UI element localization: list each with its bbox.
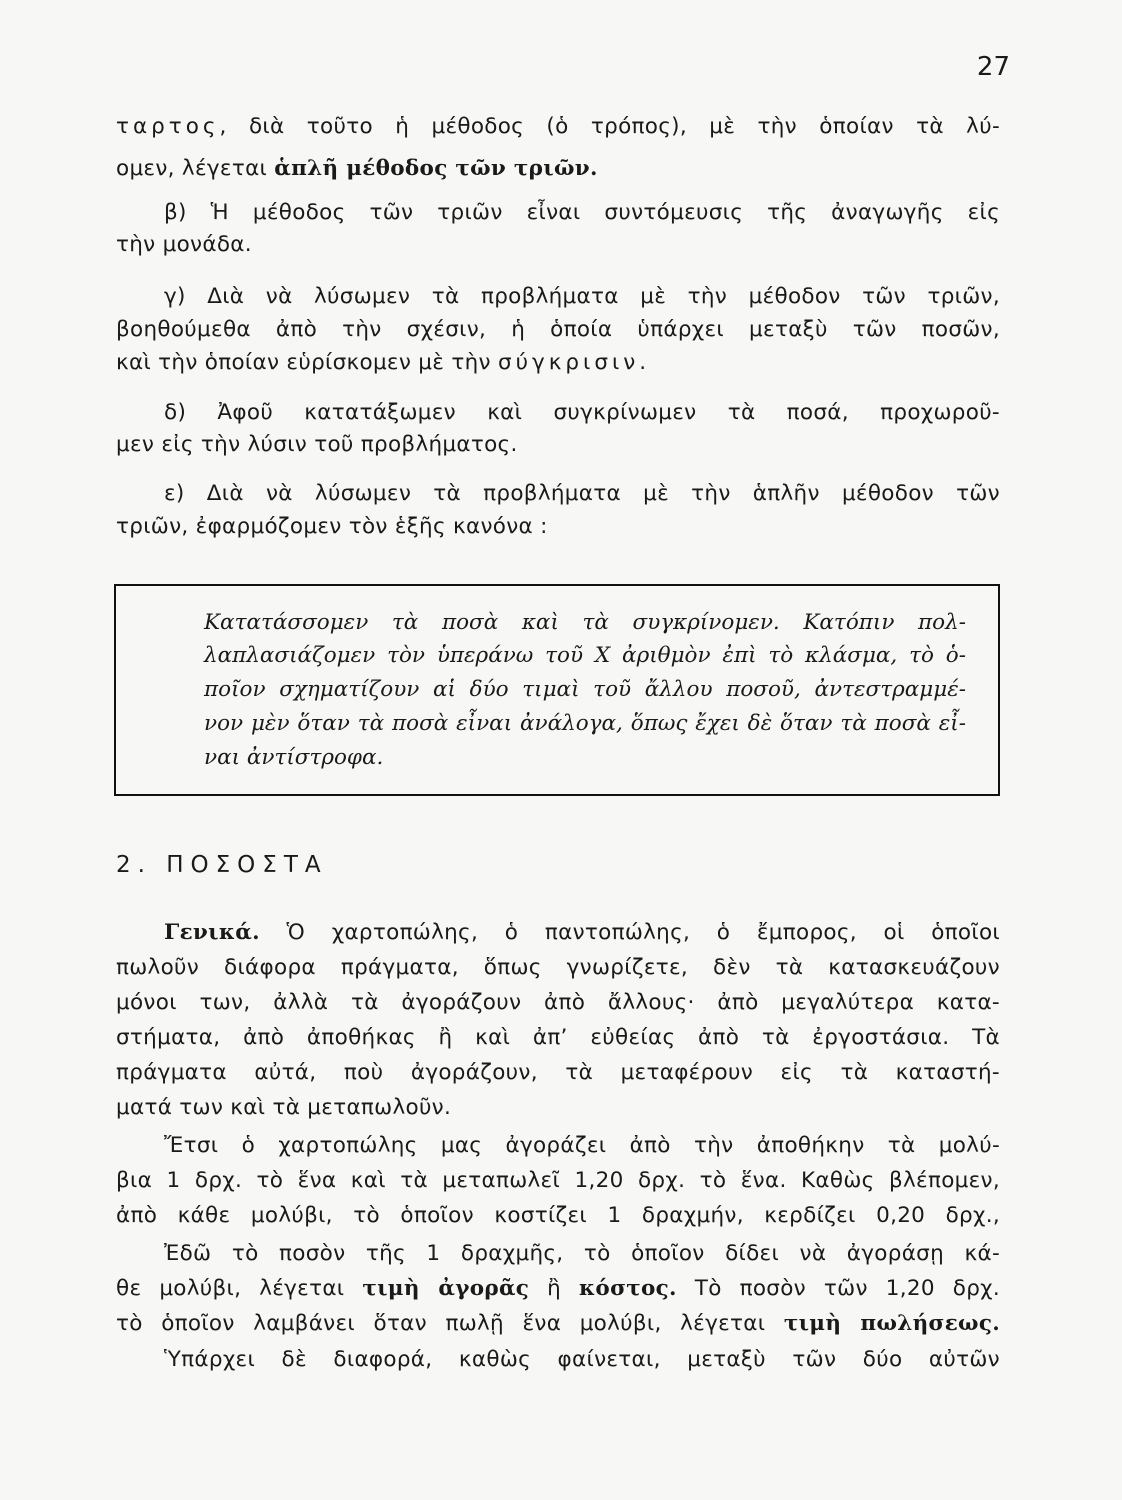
rule-line: Κατατάσσομεν τὰ ποσὰ καὶ τὰ συγκρίνομεν. Κατόπιν πολ- xyxy=(204,610,966,635)
text-line xyxy=(116,112,1000,142)
text-span: βια 1 δρχ. τὸ ἕνα καὶ τὰ μεταπωλεῖ 1,20 δρχ. τὸ ἕνα. Καθὼς βλέπομεν, xyxy=(116,1168,1000,1193)
text-line xyxy=(116,1309,1000,1339)
text-span: μεν εἰς τὴν λύσιν τοῦ προβλήματος. xyxy=(116,432,518,457)
text-span: ταρτος xyxy=(116,114,220,139)
text-line xyxy=(116,1093,1000,1123)
text-line xyxy=(116,479,1000,509)
text-span: γ) Διὰ νὰ λύσωμεν τὰ προβλήματα μὲ τὴν μέθοδον τῶν τριῶν, xyxy=(164,284,1000,309)
text-line xyxy=(116,988,1000,1018)
text-line xyxy=(116,1274,1000,1304)
text-line xyxy=(116,282,1000,312)
rule-line: ποῖον σχηματίζουν αἱ δύο τιμαὶ τοῦ ἄλλου ποσοῦ, ἀντεστραμμέ- xyxy=(204,677,966,702)
text-line xyxy=(116,953,1000,983)
text-line xyxy=(116,348,1000,378)
text-line xyxy=(116,398,1000,428)
text-span: τὸ ὁποῖον λαμβάνει ὅταν πωλῇ ἕνα μολύβι, λέγεται xyxy=(116,1311,784,1336)
text-span: Τὸ ποσὸν τῶν 1,20 δρχ. xyxy=(676,1276,1000,1301)
text-line xyxy=(116,918,1000,948)
rule-line: νον μὲν ὅταν τὰ ποσὰ εἶναι ἀνάλογα, ὅπως ἔχει δὲ ὅταν τὰ ποσὰ εἶ- xyxy=(204,711,966,736)
text-line xyxy=(116,1166,1000,1196)
text-span: β) Ἡ μέθοδος τῶν τριῶν εἶναι συντόμευσις τῆς ἀναγωγῆς εἰς xyxy=(164,200,1000,225)
text-span: Ὁ χαρτοπώλης, ὁ παντοπώλης, ὁ ἔμπορος, οἱ ὁποῖοι xyxy=(259,920,1000,945)
rule-line: λαπλασιάζομεν τὸν ὑπεράνω τοῦ Χ ἀριθμὸν ἐπὶ τὸ κλάσμα, τὸ ὁ- xyxy=(204,643,966,668)
text-span: τὴν μονάδα. xyxy=(116,232,252,257)
text-line xyxy=(116,315,1000,345)
term-bold: τιμὴ πωλήσεως. xyxy=(783,1311,1001,1336)
text-span: Ἐδῶ τὸ ποσὸν τῆς 1 δραχμῆς, τὸ ὁποῖον δίδει νὰ ἀγοράσῃ κά- xyxy=(164,1241,1000,1266)
text-span: πράγματα αὐτά, ποὺ ἀγοράζουν, τὰ μεταφέρουν εἰς τὰ καταστή- xyxy=(116,1060,1000,1085)
text-span: Ἔτσι ὁ χαρτοπώλης μας ἀγοράζει ἀπὸ τὴν ἀποθήκην τὰ μολύ- xyxy=(164,1133,1000,1158)
text-line xyxy=(116,1345,1000,1375)
text-span: μόνοι των, ἀλλὰ τὰ ἀγοράζουν ἀπὸ ἄλλους· ἀπὸ μεγαλύτερα κατα- xyxy=(116,990,1000,1015)
text-span: ἀπὸ κάθε μολύβι, τὸ ὁποῖον κοστίζει 1 δραχμήν, κερδίζει 0,20 δρχ., xyxy=(116,1203,1000,1228)
text-line xyxy=(116,1131,1000,1161)
text-line xyxy=(116,1201,1000,1231)
text-line xyxy=(116,230,1000,260)
text-span: δ) Ἀφοῦ κατατάξωμεν καὶ συγκρίνωμεν τὰ ποσά, προχωροῦ- xyxy=(164,400,1000,425)
text-span: στήματα, ἀπὸ ἀποθήκας ἢ καὶ ἀπ’ εὐθείας ἀπὸ τὰ ἐργοστάσια. Τὰ xyxy=(116,1025,1000,1050)
text-span: τριῶν, ἐφαρμόζομεν τὸν ἑξῆς κανόνα : xyxy=(116,514,548,539)
text-span: , διὰ τοῦτο ἡ μέθοδος (ὁ τρόπος), μὲ τὴν ὁποίαν τὰ λύ- xyxy=(219,114,1000,139)
text-span: βοηθούμεθα ἀπὸ τὴν σχέσιν, ἡ ὁποία ὑπάρχει μεταξὺ τῶν ποσῶν, xyxy=(116,317,1000,342)
rule-box xyxy=(114,584,1000,796)
text-line xyxy=(116,512,1000,542)
text-span: ἢ xyxy=(529,1276,580,1301)
term-bold: ἁπλῆ μέθοδος τῶν τριῶν. xyxy=(274,156,598,181)
text-line xyxy=(116,154,1000,184)
text-span: καὶ τὴν ὁποίαν εὑρίσκομεν μὲ τὴν xyxy=(116,350,498,375)
text-span: Ὑπάρχει δὲ διαφορά, καθὼς φαίνεται, μεταξὺ τῶν δύο αὐτῶν xyxy=(164,1347,1000,1372)
text-span: ομεν, λέγεται xyxy=(116,156,275,181)
text-span: θε μολύβι, λέγεται xyxy=(116,1276,363,1301)
rule-line: ναι ἀντίστροφα. xyxy=(204,745,384,770)
term-bold: τιμὴ ἀγορᾶς xyxy=(362,1276,530,1301)
term-bold: κόστος. xyxy=(579,1276,677,1301)
text-line xyxy=(116,198,1000,228)
text-span: ε) Διὰ νὰ λύσωμεν τὰ προβλήματα μὲ τὴν ἁπλῆν μέθοδον τῶν xyxy=(164,481,1000,506)
term-bold: Γενικά. xyxy=(164,920,260,945)
section-heading: 2. ΠΟΣΟΣΤΑ xyxy=(116,852,328,878)
text-span: πωλοῦν διάφορα πράγματα, ὅπως γνωρίζετε, δὲν τὰ κατασκευάζουν xyxy=(116,955,1000,980)
text-line xyxy=(116,1058,1000,1088)
text-line xyxy=(116,430,1000,460)
text-line xyxy=(116,1239,1000,1269)
text-line xyxy=(116,1023,1000,1053)
term-spaced: σύγκρισιν. xyxy=(497,350,651,375)
page-number: 27 xyxy=(976,52,1010,82)
text-span: ματά των καὶ τὰ μεταπωλοῦν. xyxy=(116,1095,452,1120)
